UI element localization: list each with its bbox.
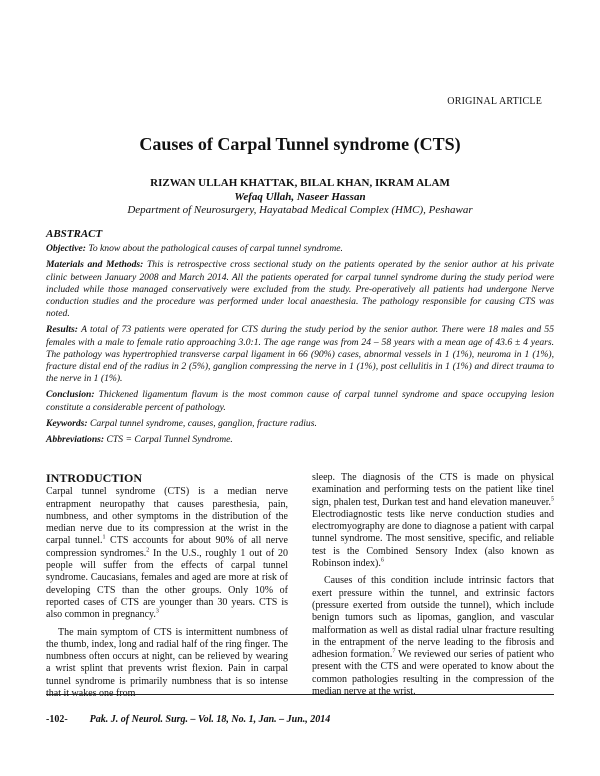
- affiliation: Department of Neurosurgery, Hayatabad Medical Complex (HMC), Peshawar: [127, 204, 473, 216]
- intro-paragraph-1: [46, 486, 288, 621]
- left-column: [46, 472, 288, 700]
- intro-paragraph-3: [312, 472, 554, 570]
- ref-7: 7: [392, 648, 396, 655]
- intro-p1-text-c: In the U.S., roughly 1 out of 20 people will suffer from the effects of carpal tunnel syndrome. Caucasians, females and aged are more at risk of developing CTS than the other groups. Only 10% of reported cases of CTS are younger than 30 years. CTS is also common in pregnancy.: [46, 547, 288, 621]
- article-type-label: ORIGINAL ARTICLE: [447, 96, 542, 107]
- intro-p3-text-b: Electrodiagnostic tests like nerve conduction studies and electromyography are done to diagnose a patient with carpal tunnel syndrome. The most sensitive, specific, and reliable test is the Combined Sensory Index (also known as Robinson index).: [312, 508, 554, 570]
- intro-p1-text-b: CTS accounts for about 90% of all nerve compression syndromes.: [46, 535, 288, 559]
- intro-p4-text-a: Causes of this condition include intrinsic factors that exert pressure within the tunnel, and extrinsic factors (pressure exerted from outside the tunnel), which include benign tumors such as lipomas, ganglion, and vascular malformation as well as distal radial ulnar fracture resulting in the entrapment of the nerve leading to the fibrosis and adhesion formation.: [312, 575, 554, 661]
- intro-p4-text-b: We reviewed our series of patient who present with the CTS and were operated to know about the common pathologies resulting in the compression of the median nerve at the wrist.: [312, 649, 554, 698]
- intro-paragraph-2: The main symptom of CTS is intermittent numbness of the thumb, index, long and radial half of the ring finger. The numbness often occurs at night, can be relieved by wearing a wrist splint that prevents wrist flexion. Pain in carpal tunnel syndrome is primarily numbness that is so intense that it wakes one from: [46, 626, 288, 700]
- results-text: A total of 73 patients were operated for CTS during the study period by the senior author. There were 18 males and 55 females with a male to female ratio approaching 3.0:1. The age range was from 24 – 58 years with a mean age of 43.6 ± 4 years. The pathology was hypertrophied transverse carpal ligament in 66 (90%) cases, abnormal vessels in 1 (1%), neuroma in 1 (1%), fracture distal end of the radius in 2 (5%), ganglion compressing the nerve in 1 (1%), post cellulitis in 1 (1%) and direct trauma to the nerve in 1 (1%).: [46, 324, 554, 385]
- conclusion-label: Conclusion:: [46, 389, 95, 401]
- abbreviations-label: Abbreviations:: [46, 434, 105, 446]
- journal-citation: Pak. J. of Neurol. Surg. – Vol. 18, No. 1, Jan. – Jun., 2014: [89, 714, 331, 725]
- ref-5: 5: [551, 496, 554, 503]
- authors-line-2: Wefaq Ullah, Naseer Hassan: [234, 191, 366, 203]
- author-list: [0, 176, 600, 204]
- objective-label: Objective:: [46, 243, 86, 255]
- abstract-methods: [46, 259, 554, 320]
- methods-text: This is retrospective cross sectional study on the patients operated by the senior author at his private clinic between January 2008 and March 2014. All the patients operated for carpal tunnel syndrome during the study period were included while those managed conservatively were excluded from the study. Pre-operatively all patients had undergone Nerve conduction studies and the procedure was performed under local anaesthesia. The pathology responsible for causing CTS was noted.: [46, 259, 554, 320]
- methods-label: Materials and Methods:: [46, 259, 144, 271]
- authors-line-1: RIZWAN ULLAH KHATTAK, BILAL KHAN, IKRAM ALAM: [150, 177, 450, 189]
- ref-6: 6: [380, 557, 384, 564]
- footer-divider: [46, 694, 554, 695]
- abstract-section: [46, 228, 554, 450]
- ref-3: 3: [155, 608, 159, 615]
- ref-2: 2: [146, 547, 150, 554]
- introduction-heading: INTRODUCTION: [46, 471, 143, 485]
- abstract-abbreviations: [46, 434, 554, 446]
- ref-1: 1: [102, 535, 106, 542]
- abstract-results: [46, 324, 554, 385]
- page-footer: [46, 714, 330, 725]
- abstract-conclusion: [46, 389, 554, 413]
- intro-p1-text-a: Carpal tunnel syndrome (CTS) is a median nerve entrapment neuropathy that causes paresthesia, pain, numbness, and other symptoms in the distribution of the median nerve due to its compression at the wrist in the carpal tunnel.: [46, 486, 288, 547]
- objective-text: To know about the pathological causes of carpal tunnel syndrome.: [88, 243, 343, 255]
- right-column: [312, 472, 554, 698]
- abbreviations-text: CTS = Carpal Tunnel Syndrome.: [106, 434, 233, 446]
- abstract-heading: ABSTRACT: [46, 228, 103, 240]
- page-number: -102-: [46, 714, 68, 725]
- abstract-keywords: [46, 418, 554, 430]
- keywords-text: Carpal tunnel syndrome, causes, ganglion, fracture radius.: [89, 417, 317, 429]
- article-title: Causes of Carpal Tunnel syndrome (CTS): [139, 134, 461, 154]
- abstract-objective: [46, 243, 554, 255]
- conclusion-text: Thickened ligamentum flavum is the most common cause of carpal tunnel syndrome and space occupying lesion constitute a considerable percent of pathology.: [46, 389, 554, 413]
- results-label: Results:: [46, 324, 78, 336]
- intro-paragraph-4: [312, 575, 554, 698]
- keywords-label: Keywords:: [46, 417, 88, 429]
- intro-p3-text-a: sleep. The diagnosis of the CTS is made on physical examination and performing tests on the patient like tinel sign, phalen test, Durkan test and hand elevation maneuver.: [312, 472, 554, 508]
